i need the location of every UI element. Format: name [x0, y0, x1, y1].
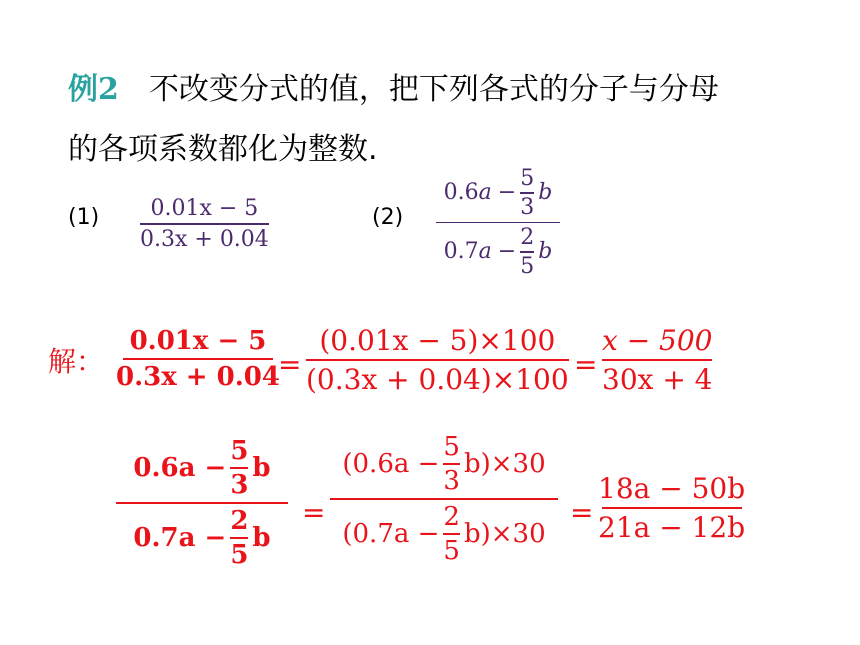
minus-sign: − [497, 239, 517, 265]
problem-2-den-coef: 0.7 [443, 239, 479, 265]
solution-1-lhs [116, 326, 280, 392]
solution-1-mid-denominator: (0.3x + 0.04)×100 [306, 363, 569, 396]
equals-sign: = [302, 496, 326, 529]
solution-2-lhs-num-text: 0.6a − [133, 453, 227, 483]
problem-2-denominator [444, 225, 553, 279]
subfraction-numerator: 5 [520, 166, 535, 191]
problem-2-den-var: a [478, 239, 492, 265]
solution-2-lhs-num-subfraction [230, 436, 248, 500]
example-label: 例2 [68, 72, 119, 107]
subfraction-denominator: 3 [230, 470, 249, 500]
subfraction-numerator: 5 [443, 432, 460, 462]
solution-1-result [602, 324, 713, 396]
solution-2-mid-den-subfraction [443, 502, 460, 566]
fraction-bar [230, 537, 248, 539]
problem-1-numerator: 0.01x − 5 [150, 196, 259, 221]
solution-2-result-numerator: 18a − 50b [598, 472, 746, 505]
equals-sign: = [278, 348, 302, 381]
solution-label: 解： [48, 345, 105, 378]
fraction-bar [230, 467, 248, 469]
solution-2-mid-numerator [342, 432, 545, 496]
solution-2-mid-num-text: (0.6a − [342, 449, 440, 479]
fraction-bar [443, 533, 460, 535]
equals-sign: = [570, 496, 594, 529]
fraction-bar [436, 222, 560, 224]
solution-2-lhs-denominator [133, 506, 270, 570]
solution-2-mid-denominator [342, 502, 545, 566]
problem-2-label: (2) [372, 205, 404, 230]
fraction-bar [330, 498, 558, 500]
problem-2-den-b: b [538, 239, 553, 265]
subfraction-numerator: 2 [520, 225, 535, 250]
subfraction-numerator: 2 [443, 502, 460, 532]
solution-1-mid-numerator: (0.01x − 5)×100 [319, 324, 556, 357]
solution-2-middle [330, 432, 558, 566]
subfraction-denominator: 5 [443, 536, 460, 566]
problem-1-fraction [140, 196, 269, 252]
problem-1-denominator: 0.3x + 0.04 [140, 226, 269, 252]
problem-2-num-var: a [478, 180, 492, 206]
fraction-bar [123, 358, 273, 360]
fraction-bar [140, 223, 269, 225]
subfraction-denominator: 5 [520, 253, 535, 279]
subfraction-denominator: 3 [520, 194, 535, 220]
problem-2-num-b: b [538, 180, 553, 206]
subfraction-numerator: 5 [230, 436, 249, 466]
example-line-1 [68, 64, 719, 108]
solution-2-lhs-num-b: b [252, 453, 271, 483]
fraction-bar [116, 502, 288, 504]
fraction-bar [602, 507, 742, 509]
subfraction-denominator: 5 [230, 540, 249, 570]
fraction-bar [306, 359, 569, 361]
solution-2-lhs-numerator [133, 436, 270, 500]
problem-2-num-coef: 0.6 [443, 180, 479, 206]
solution-1-result-denominator: 30x + 4 [602, 363, 713, 396]
problem-2-num-subfraction [520, 166, 534, 220]
equals-sign: = [574, 348, 598, 381]
problem-2-numerator [444, 166, 553, 220]
minus-sign: − [497, 180, 517, 206]
fraction-bar [520, 251, 534, 253]
solution-2-mid-num-b: b)×30 [463, 449, 546, 479]
fraction-bar [520, 192, 534, 194]
subfraction-numerator: 2 [230, 506, 249, 536]
solution-2-mid-num-subfraction [443, 432, 460, 496]
subfraction-denominator: 3 [443, 466, 460, 496]
fraction-bar [443, 463, 460, 465]
solution-2-lhs [116, 436, 288, 570]
fraction-bar [602, 359, 712, 361]
problem-2-den-subfraction [520, 225, 534, 279]
solution-2-mid-den-text: (0.7a − [342, 519, 440, 549]
solution-2-result-denominator: 21a − 12b [598, 511, 746, 544]
solution-2-lhs-den-b: b [252, 523, 271, 553]
solution-1-lhs-numerator: 0.01x − 5 [129, 326, 267, 356]
solution-2-lhs-den-subfraction [230, 506, 248, 570]
solution-2-lhs-den-text: 0.7a − [133, 523, 227, 553]
solution-2-mid-den-b: b)×30 [463, 519, 546, 549]
example-text-line1: 不改变分式的值，把下列各式的分子与分母 [148, 72, 719, 107]
solution-1-lhs-denominator: 0.3x + 0.04 [116, 362, 280, 392]
solution-1-result-numerator: x − 500 [602, 324, 713, 357]
solution-2-result [598, 472, 745, 544]
example-text-line2: 的各项系数都化为整数. [68, 132, 378, 167]
problem-1-label: (1) [68, 205, 100, 230]
solution-1-middle [306, 324, 569, 396]
problem-2-fraction [436, 166, 560, 279]
